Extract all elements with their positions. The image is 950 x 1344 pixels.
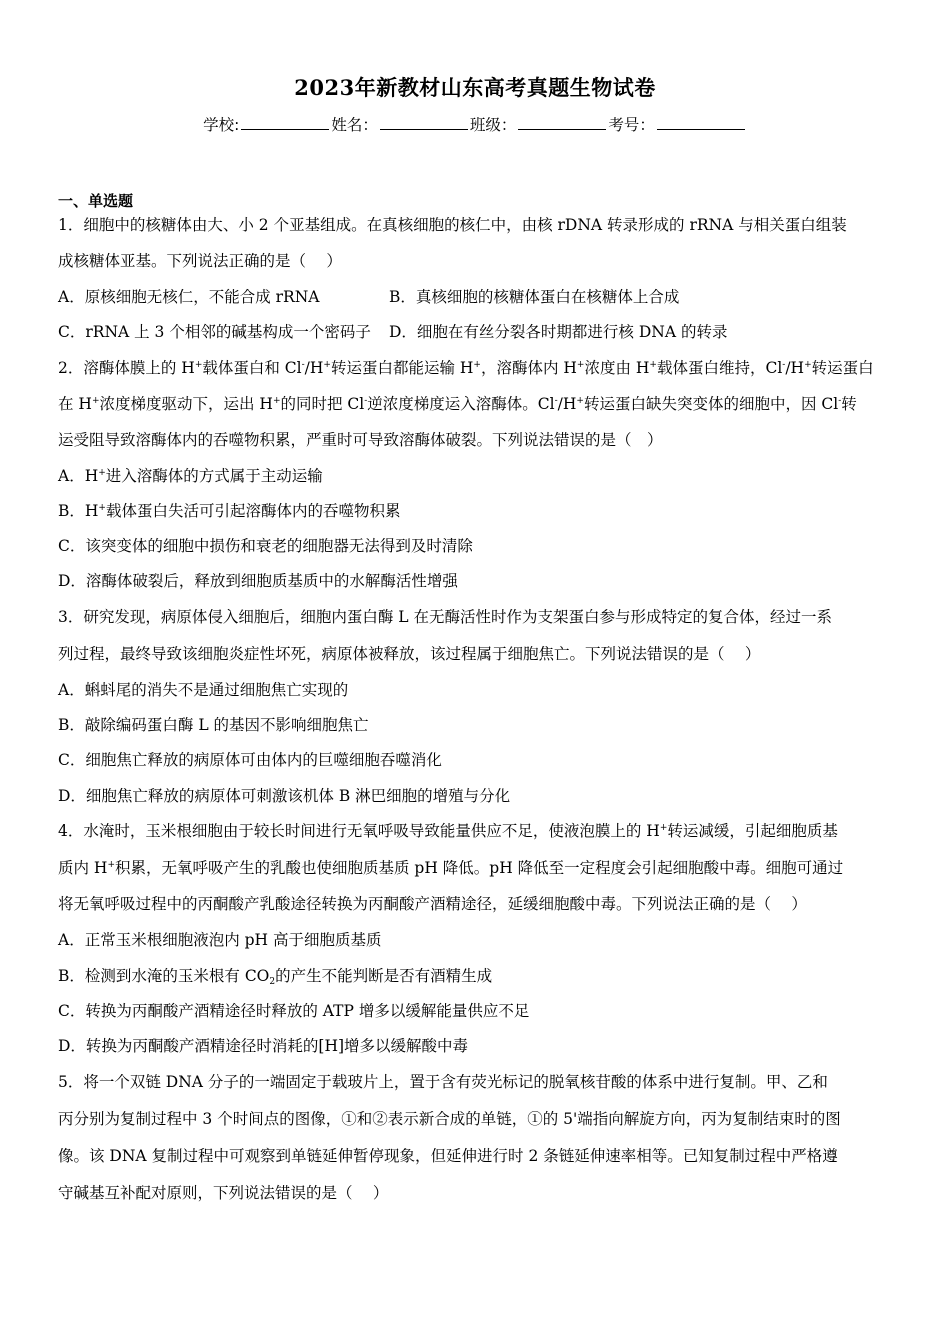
page-title: 2023年新教材山东高考真题生物试卷 — [294, 75, 656, 100]
q1-option-c: C．rRNA 上 3 个相邻的碱基构成一个密码子 — [58, 323, 371, 341]
name-label: 姓名： — [331, 116, 378, 134]
q2-option-c: C．该突变体的细胞中损伤和衰老的细胞器无法得到及时清除 — [58, 537, 473, 555]
name-blank[interactable] — [380, 115, 468, 130]
q2-stem-line3: 运受阻导致溶酶体内的吞噬物积累，严重时可导致溶酶体破裂。下列说法错误的是（ ） — [58, 431, 663, 449]
q4-option-d: D．转换为丙酮酸产酒精途径时消耗的[H]增多以缓解酸中毒 — [58, 1037, 469, 1055]
q5-stem-line1: 5．将一个双链 DNA 分子的一端固定于载玻片上，置于含有荧光标记的脱氧核苷酸的体系中进行复制。甲、乙和 — [58, 1073, 828, 1091]
q4-stem-line1: 4．水淹时，玉米根细胞由于较长时间进行无氧呼吸导致能量供应不足，使液泡膜上的 H+转运减缓，引起细胞质基 — [58, 822, 838, 840]
q5-stem-line2: 丙分别为复制过程中 3 个时间点的图像，①和②表示新合成的单链，①的 5'端指向解旋方向，丙为复制结束时的图 — [58, 1110, 841, 1128]
q1-option-a: A．原核细胞无核仁，不能合成 rRNA — [58, 288, 320, 306]
q2-option-a: A．H+进入溶酶体的方式属于主动运输 — [58, 467, 323, 485]
q1-stem-line1: 1．细胞中的核糖体由大、小 2 个亚基组成。在真核细胞的核仁中，由核 rDNA 转录形成的 rRNA 与相关蛋白组装 — [58, 216, 847, 234]
q3-stem-line1: 3．研究发现，病原体侵入细胞后，细胞内蛋白酶 L 在无酶活性时作为支架蛋白参与形成特定的复合体，经过一系 — [58, 608, 833, 626]
student-info-line — [0, 113, 950, 135]
q4-option-c: C．转换为丙酮酸产酒精途径时释放的 ATP 增多以缓解能量供应不足 — [58, 1002, 530, 1020]
q4-stem-line3: 将无氧呼吸过程中的丙酮酸产乳酸途径转换为丙酮酸产酒精途径，延缓细胞酸中毒。下列说法正确的是（ ） — [58, 895, 807, 913]
q4-stem-line2: 质内 H+积累，无氧呼吸产生的乳酸也使细胞质基质 pH 降低。pH 降低至一定程度会引起细胞酸中毒。细胞可通过 — [58, 859, 844, 877]
q2-option-d: D．溶酶体破裂后，释放到细胞质基质中的水解酶活性增强 — [58, 572, 458, 590]
q4-option-a: A．正常玉米根细胞液泡内 pH 高于细胞质基质 — [58, 931, 382, 949]
q3-option-c: C．细胞焦亡释放的病原体可由体内的巨噬细胞吞噬消化 — [58, 751, 442, 769]
q1-option-d: D．细胞在有丝分裂各时期都进行核 DNA 的转录 — [389, 323, 728, 341]
q5-stem-line4: 守碱基互补配对原则，下列说法错误的是（ ） — [58, 1184, 389, 1202]
q3-option-a: A．蝌蚪尾的消失不是通过细胞焦亡实现的 — [58, 681, 349, 699]
id-blank[interactable] — [657, 115, 745, 130]
q3-option-d: D．细胞焦亡释放的病原体可刺激该机体 B 淋巴细胞的增殖与分化 — [58, 787, 511, 805]
q1-stem-line2: 成核糖体亚基。下列说法正确的是（ ） — [58, 252, 342, 270]
q1-option-b: B．真核细胞的核糖体蛋白在核糖体上合成 — [389, 288, 680, 306]
class-blank[interactable] — [518, 115, 606, 130]
q3-stem-line2: 列过程，最终导致该细胞炎症性坏死，病原体被释放，该过程属于细胞焦亡。下列说法错误的是（ ） — [58, 645, 761, 663]
q2-option-b: B．H+载体蛋白失活可引起溶酶体内的吞噬物积累 — [58, 502, 401, 520]
q2-stem-line1: 2．溶酶体膜上的 H+载体蛋白和 Cl-/H+转运蛋白都能运输 H+，溶酶体内 H+浓度由 H+载体蛋白维持，Cl-/H+转运蛋白 — [58, 359, 874, 377]
section-heading: 一、单选题 — [58, 192, 134, 210]
class-label: 班级： — [469, 116, 517, 134]
q3-option-b: B．敲除编码蛋白酶 L 的基因不影响细胞焦亡 — [58, 716, 369, 734]
school-blank[interactable] — [241, 115, 329, 130]
id-label: 考号： — [608, 116, 655, 134]
q5-stem-line3: 像。该 DNA 复制过程中可观察到单链延伸暂停现象，但延伸进行时 2 条链延伸速率相等。已知复制过程中严格遵 — [58, 1147, 838, 1165]
q2-stem-line2: 在 H+浓度梯度驱动下，运出 H+的同时把 Cl-逆浓度梯度运入溶酶体。Cl-/H+转运蛋白缺失突变体的细胞中，因 Cl-转 — [58, 395, 857, 413]
school-label: 学校: — [203, 116, 240, 134]
q4-option-b: B．检测到水淹的玉米根有 $CO_2$的产生不能判断是否有酒精生成 — [58, 967, 493, 987]
